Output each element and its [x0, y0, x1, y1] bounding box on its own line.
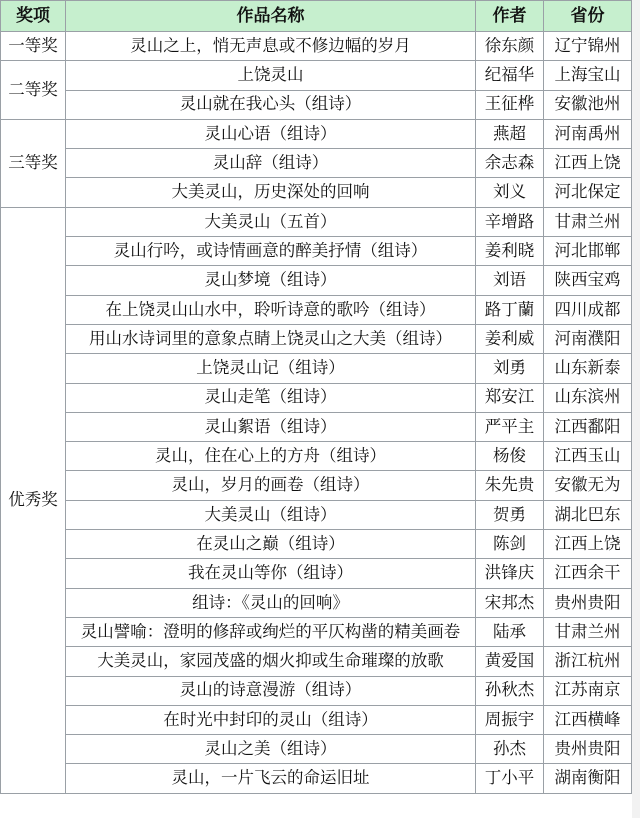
province-cell[interactable]: 湖南衡阳	[544, 764, 632, 793]
title-cell[interactable]: 在时光中封印的灵山（组诗）	[66, 705, 476, 734]
title-cell[interactable]: 灵山譬喻：澄明的修辞或绚烂的平仄构凿的精美画卷	[66, 617, 476, 646]
title-cell[interactable]: 灵山，岁月的画卷（组诗）	[66, 471, 476, 500]
table-row	[1, 735, 632, 764]
title-cell[interactable]: 上饶灵山记（组诗）	[66, 354, 476, 383]
author-cell[interactable]: 纪福华	[476, 61, 544, 90]
title-cell[interactable]: 大美灵山（组诗）	[66, 500, 476, 529]
province-cell[interactable]: 河南禹州	[544, 119, 632, 148]
author-cell[interactable]: 孙秋杰	[476, 676, 544, 705]
title-cell[interactable]: 灵山走笔（组诗）	[66, 383, 476, 412]
title-cell[interactable]: 灵山之上，悄无声息或不修边幅的岁月	[66, 32, 476, 61]
header-author[interactable]: 作者	[476, 1, 544, 32]
province-cell[interactable]: 甘肃兰州	[544, 207, 632, 236]
table-row	[1, 61, 632, 90]
title-cell[interactable]: 灵山，住在心上的方舟（组诗）	[66, 442, 476, 471]
author-cell[interactable]: 余志森	[476, 149, 544, 178]
province-cell[interactable]: 江西玉山	[544, 442, 632, 471]
title-cell[interactable]: 在灵山之巅（组诗）	[66, 530, 476, 559]
title-cell[interactable]: 灵山心语（组诗）	[66, 119, 476, 148]
title-cell[interactable]: 在上饶灵山山水中，聆听诗意的歌吟（组诗）	[66, 295, 476, 324]
table-row	[1, 500, 632, 529]
header-title[interactable]: 作品名称	[66, 1, 476, 32]
title-cell[interactable]: 上饶灵山	[66, 61, 476, 90]
table-row	[1, 266, 632, 295]
title-cell[interactable]: 大美灵山（五首）	[66, 207, 476, 236]
award-cell[interactable]: 优秀奖	[1, 207, 66, 793]
header-province[interactable]: 省份	[544, 1, 632, 32]
table-row	[1, 237, 632, 266]
province-cell[interactable]: 浙江杭州	[544, 647, 632, 676]
author-cell[interactable]: 黄爱国	[476, 647, 544, 676]
author-cell[interactable]: 郑安江	[476, 383, 544, 412]
province-cell[interactable]: 甘肃兰州	[544, 617, 632, 646]
province-cell[interactable]: 江西鄱阳	[544, 412, 632, 441]
author-cell[interactable]: 陆承	[476, 617, 544, 646]
award-cell[interactable]: 二等奖	[1, 61, 66, 120]
table-row	[1, 207, 632, 236]
province-cell[interactable]: 江西横峰	[544, 705, 632, 734]
author-cell[interactable]: 姜利威	[476, 324, 544, 353]
author-cell[interactable]: 周振宇	[476, 705, 544, 734]
table-row	[1, 764, 632, 793]
author-cell[interactable]: 燕超	[476, 119, 544, 148]
author-cell[interactable]: 刘勇	[476, 354, 544, 383]
author-cell[interactable]: 刘语	[476, 266, 544, 295]
title-cell[interactable]: 大美灵山，历史深处的回响	[66, 178, 476, 207]
title-cell[interactable]: 灵山辞（组诗）	[66, 149, 476, 178]
table-row	[1, 178, 632, 207]
province-cell[interactable]: 辽宁锦州	[544, 32, 632, 61]
author-cell[interactable]: 严平主	[476, 412, 544, 441]
author-cell[interactable]: 宋邦杰	[476, 588, 544, 617]
province-cell[interactable]: 上海宝山	[544, 61, 632, 90]
header-award[interactable]: 奖项	[1, 1, 66, 32]
author-cell[interactable]: 贺勇	[476, 500, 544, 529]
title-cell[interactable]: 灵山之美（组诗）	[66, 735, 476, 764]
header-row	[1, 1, 632, 32]
province-cell[interactable]: 河南濮阳	[544, 324, 632, 353]
table-row	[1, 617, 632, 646]
table-row	[1, 676, 632, 705]
province-cell[interactable]: 江苏南京	[544, 676, 632, 705]
author-cell[interactable]: 辛增路	[476, 207, 544, 236]
province-cell[interactable]: 江西余干	[544, 559, 632, 588]
province-cell[interactable]: 贵州贵阳	[544, 735, 632, 764]
title-cell[interactable]: 灵山行吟，或诗情画意的醉美抒情（组诗）	[66, 237, 476, 266]
province-cell[interactable]: 河北邯郸	[544, 237, 632, 266]
author-cell[interactable]: 孙杰	[476, 735, 544, 764]
province-cell[interactable]: 陕西宝鸡	[544, 266, 632, 295]
table-row	[1, 354, 632, 383]
title-cell[interactable]: 组诗：《灵山的回响》	[66, 588, 476, 617]
title-cell[interactable]: 用山水诗词里的意象点睛上饶灵山之大美（组诗）	[66, 324, 476, 353]
author-cell[interactable]: 陈剑	[476, 530, 544, 559]
table-row	[1, 588, 632, 617]
author-cell[interactable]: 姜利晓	[476, 237, 544, 266]
province-cell[interactable]: 贵州贵阳	[544, 588, 632, 617]
author-cell[interactable]: 路丁蘭	[476, 295, 544, 324]
table-row	[1, 32, 632, 61]
title-cell[interactable]: 灵山梦境（组诗）	[66, 266, 476, 295]
author-cell[interactable]: 徐东颜	[476, 32, 544, 61]
table-row	[1, 705, 632, 734]
table-row	[1, 530, 632, 559]
table-row	[1, 442, 632, 471]
table-row	[1, 295, 632, 324]
author-cell[interactable]: 丁小平	[476, 764, 544, 793]
province-cell[interactable]: 山东滨州	[544, 383, 632, 412]
table-row	[1, 324, 632, 353]
province-cell[interactable]: 山东新泰	[544, 354, 632, 383]
author-cell[interactable]: 王征桦	[476, 90, 544, 119]
province-cell[interactable]: 湖北巴东	[544, 500, 632, 529]
table-row	[1, 471, 632, 500]
province-cell[interactable]: 安徽池州	[544, 90, 632, 119]
award-cell[interactable]: 三等奖	[1, 119, 66, 207]
title-cell[interactable]: 灵山的诗意漫游（组诗）	[66, 676, 476, 705]
author-cell[interactable]: 朱先贵	[476, 471, 544, 500]
province-cell[interactable]: 四川成都	[544, 295, 632, 324]
table-row	[1, 559, 632, 588]
table-row	[1, 90, 632, 119]
table-row	[1, 149, 632, 178]
award-cell[interactable]: 一等奖	[1, 32, 66, 61]
province-cell[interactable]: 江西上饶	[544, 530, 632, 559]
title-cell[interactable]: 大美灵山，家园茂盛的烟火抑或生命璀璨的放歌	[66, 647, 476, 676]
author-cell[interactable]: 刘义	[476, 178, 544, 207]
title-cell[interactable]: 灵山，一片飞云的命运旧址	[66, 764, 476, 793]
title-cell[interactable]: 我在灵山等你（组诗）	[66, 559, 476, 588]
province-cell[interactable]: 江西上饶	[544, 149, 632, 178]
table-row	[1, 119, 632, 148]
province-cell[interactable]: 河北保定	[544, 178, 632, 207]
sheet-edge	[632, 0, 640, 818]
title-cell[interactable]: 灵山就在我心头（组诗）	[66, 90, 476, 119]
author-cell[interactable]: 杨俊	[476, 442, 544, 471]
table-body	[1, 32, 632, 794]
table-row	[1, 647, 632, 676]
table-row	[1, 383, 632, 412]
table-row	[1, 412, 632, 441]
title-cell[interactable]: 灵山絮语（组诗）	[66, 412, 476, 441]
author-cell[interactable]: 洪锋庆	[476, 559, 544, 588]
province-cell[interactable]: 安徽无为	[544, 471, 632, 500]
